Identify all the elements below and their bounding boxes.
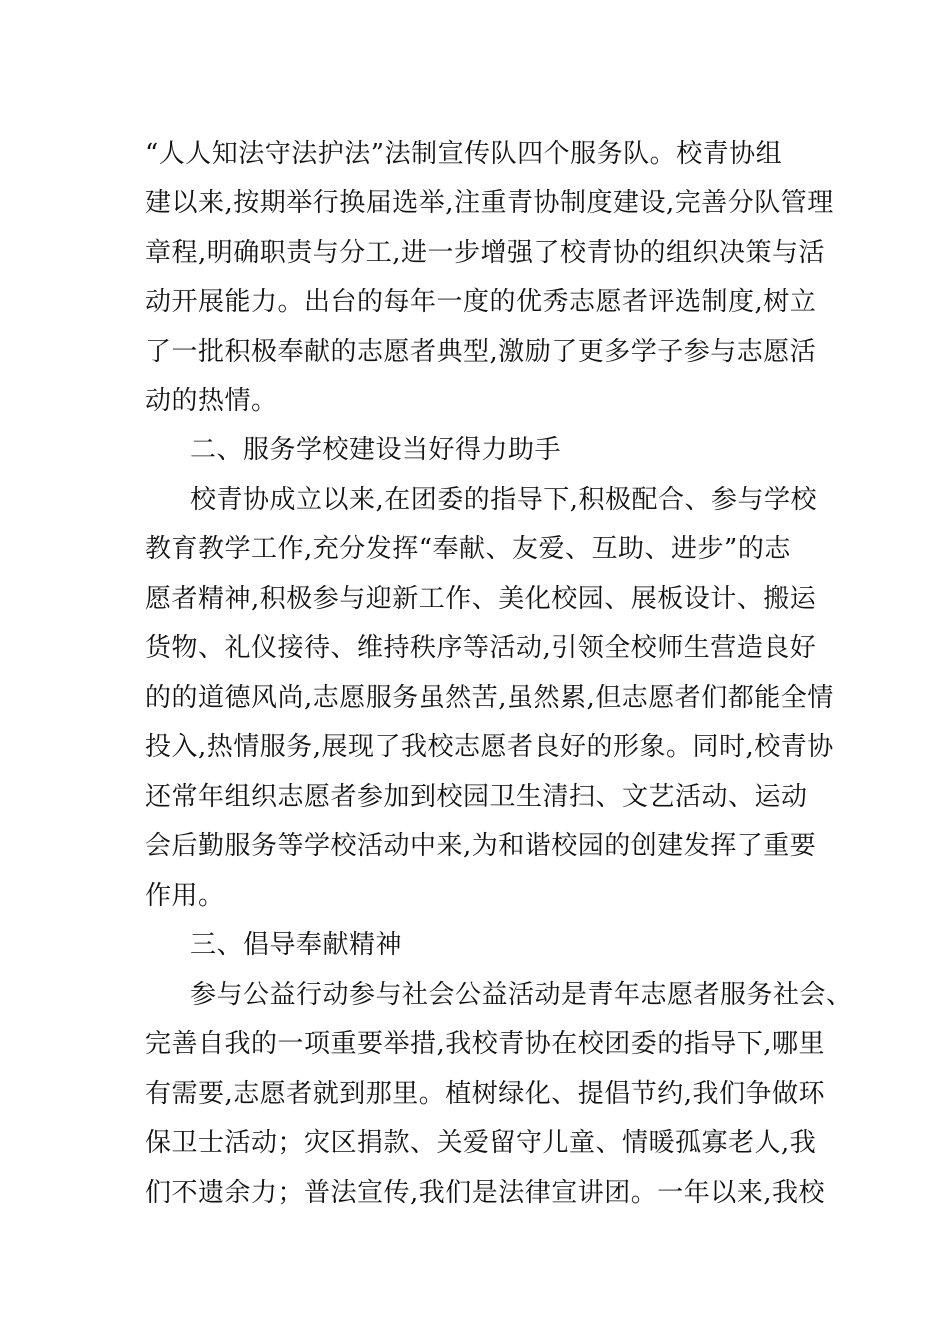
text-line: 有需要,志愿者就到那里。植树绿化、提倡节约,我们争做环 <box>145 1079 826 1109</box>
text-line: 会后勤服务等学校活动中来,为和谐校园的创建发挥了重要 <box>145 831 817 861</box>
text-line: 们不遗余力；普法宣传,我们是法律宣讲团。一年以来,我校 <box>145 1178 826 1208</box>
text-line: 章程,明确职责与分工,进一步增强了校青协的组织决策与活 <box>145 238 826 268</box>
text-line: 的的道德风尚,志愿服务虽然苦,虽然累,但志愿者们都能全情 <box>145 683 834 713</box>
text-line: 教育教学工作,充分发挥“奉献、友爱、互助、进步”的志 <box>145 534 791 564</box>
text-line: 校青协成立以来,在团委的指导下,积极配合、参与学校 <box>190 485 818 515</box>
text-line: 建以来,按期举行换届选举,注重青协制度建设,完善分队管理 <box>145 188 834 218</box>
text-line: 作用。 <box>145 881 225 911</box>
text-line: 货物、礼仪接待、维持秩序等活动,引领全校师生营造良好 <box>145 633 817 663</box>
text-line: 完善自我的一项重要举措,我校青协在校团委的指导下,哪里 <box>145 1029 826 1059</box>
text-line: 动的热情。 <box>145 386 278 416</box>
text-line: 愿者精神,积极参与迎新工作、美化校园、展板设计、搬运 <box>145 584 817 614</box>
section-heading-2: 二、服务学校建设当好得力助手 <box>190 435 562 465</box>
text-line: 保卫士活动；灾区捐款、关爱留守儿童、情暖孤寡老人,我 <box>145 1128 817 1158</box>
section-heading-3: 三、倡导奉献精神 <box>190 930 403 960</box>
text-line: 还常年组织志愿者参加到校园卫生清扫、文艺活动、运动 <box>145 782 808 812</box>
text-line: 了一批积极奉献的志愿者典型,激励了更多学子参与志愿活 <box>145 337 817 367</box>
text-line: 动开展能力。出台的每年一度的优秀志愿者评选制度,树立 <box>145 287 817 317</box>
text-line: 参与公益行动参与社会公益活动是青年志愿者服务社会、 <box>190 980 853 1010</box>
text-line: “人人知法守法护法”法制宣传队四个服务队。校青协组 <box>145 139 783 169</box>
text-line: 投入,热情服务,展现了我校志愿者良好的形象。同时,校青协 <box>145 732 834 762</box>
